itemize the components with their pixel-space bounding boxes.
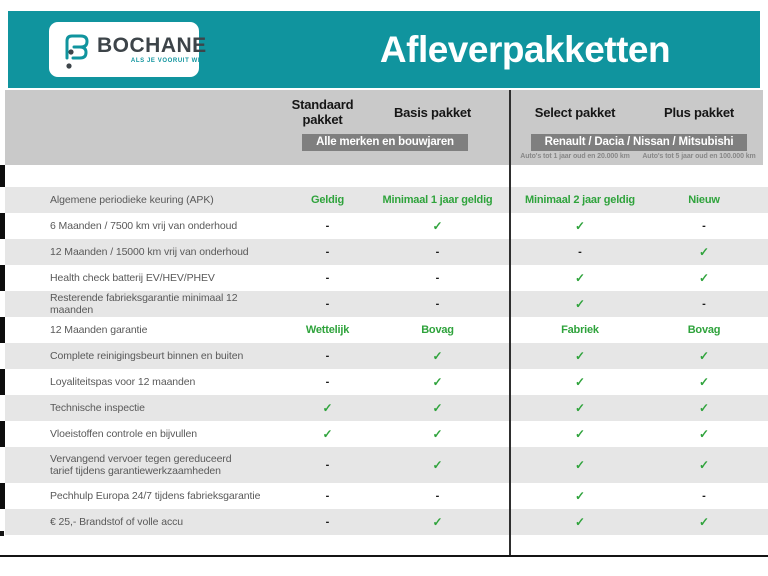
table-row xyxy=(0,369,768,395)
value-basis: Minimaal 1 jaar geldig xyxy=(382,193,493,206)
value-standaard: - xyxy=(325,245,330,258)
badge-row xyxy=(5,132,763,149)
value-plus: - xyxy=(702,489,706,502)
table-row xyxy=(0,395,768,421)
feature-label: Technische inspectie xyxy=(50,402,145,414)
value-plus: ✓ xyxy=(698,514,710,529)
value-standaard: - xyxy=(325,458,330,471)
value-select: ✓ xyxy=(574,457,586,472)
table-row xyxy=(0,239,768,265)
value-standaard: - xyxy=(325,515,330,528)
logo-tagline: ALS JE VOORUIT WIL. xyxy=(130,58,207,64)
value-select: ✓ xyxy=(574,348,586,363)
value-plus: ✓ xyxy=(698,270,710,285)
table-row xyxy=(0,509,768,535)
feature-label: € 25,- Brandstof of volle accu xyxy=(50,516,183,528)
bochane-b-icon xyxy=(59,28,93,72)
value-basis: ✓ xyxy=(432,400,443,415)
column-header-basis: Basis pakket xyxy=(393,104,472,120)
value-select: - xyxy=(578,245,582,258)
sublabel-row xyxy=(5,151,763,162)
page-header xyxy=(8,11,760,88)
value-plus: Nieuw xyxy=(688,193,720,206)
sublabel-select: Auto's tot 1 jaar oud en 20.000 km xyxy=(520,153,630,160)
value-standaard: Geldig xyxy=(310,193,345,206)
feature-label: Health check batterij EV/HEV/PHEV xyxy=(50,272,215,284)
table-header-band xyxy=(5,90,763,165)
value-basis: ✓ xyxy=(432,218,443,233)
value-basis: ✓ xyxy=(432,514,443,529)
table-row xyxy=(0,187,768,213)
value-standaard: ✓ xyxy=(322,426,333,441)
value-plus: ✓ xyxy=(698,244,710,259)
column-divider xyxy=(509,90,511,556)
value-plus: Bovag xyxy=(687,323,721,336)
feature-label: Pechhulp Europa 24/7 tijdens fabrieksgarantie xyxy=(50,490,261,502)
value-select: Minimaal 2 jaar geldig xyxy=(525,193,635,206)
pakket-header-row xyxy=(5,97,763,127)
value-standaard: - xyxy=(325,349,330,362)
value-select: ✓ xyxy=(574,296,586,311)
badge-alle-merken: Alle merken en bouwjaren xyxy=(302,134,468,151)
value-select: ✓ xyxy=(574,426,586,441)
value-plus: - xyxy=(702,219,706,232)
value-plus: ✓ xyxy=(698,374,710,389)
table-row xyxy=(0,343,768,369)
badge-merken-renault: Renault / Dacia / Nissan / Mitsubishi xyxy=(531,134,748,151)
feature-label: Algemene periodieke keuring (APK) xyxy=(50,194,214,206)
value-select: ✓ xyxy=(574,514,586,529)
table-row xyxy=(0,317,768,343)
value-standaard: - xyxy=(325,219,330,232)
value-standaard: - xyxy=(325,375,330,388)
column-header-select: Select pakket xyxy=(534,104,616,120)
value-standaard: - xyxy=(325,271,330,284)
spacer-row xyxy=(0,165,768,187)
table-row xyxy=(0,265,768,291)
value-plus: - xyxy=(702,297,706,310)
value-standaard: - xyxy=(325,489,330,502)
feature-label: 12 Maanden garantie xyxy=(50,324,148,336)
feature-label: Complete reinigingsbeurt binnen en buiten xyxy=(50,350,244,362)
value-select: ✓ xyxy=(574,270,586,285)
feature-label: Vervangend vervoer tegen gereduceerd tarief tijdens garantiewerkzaamheden xyxy=(50,453,232,477)
table-row xyxy=(0,421,768,447)
logo-name: BOCHANE xyxy=(97,34,207,57)
value-select: ✓ xyxy=(574,374,586,389)
sublabel-plus: Auto's tot 5 jaar oud en 100.000 km xyxy=(642,153,756,160)
value-basis: ✓ xyxy=(432,348,443,363)
column-header-standaard: Standaard pakket xyxy=(291,97,354,127)
page-title: Afleverpakketten xyxy=(379,28,671,70)
bochane-logo xyxy=(49,22,207,77)
value-basis: - xyxy=(435,271,440,284)
table-row xyxy=(0,213,768,239)
feature-label: 12 Maanden / 15000 km vrij van onderhoud xyxy=(50,246,249,258)
feature-label: 6 Maanden / 7500 km vrij van onderhoud xyxy=(50,220,238,232)
table-bottom-border xyxy=(0,555,768,557)
value-standaard: ✓ xyxy=(322,400,333,415)
value-plus: ✓ xyxy=(698,426,710,441)
value-standaard: Wettelijk xyxy=(305,323,350,336)
value-basis: - xyxy=(435,297,440,310)
value-standaard: - xyxy=(325,297,330,310)
value-basis: ✓ xyxy=(432,374,443,389)
feature-label: Loyaliteitspas voor 12 maanden xyxy=(50,376,196,388)
value-basis: Bovag xyxy=(421,323,454,336)
table-row xyxy=(0,447,768,483)
feature-label: Vloeistoffen controle en bijvullen xyxy=(50,428,198,440)
value-basis: ✓ xyxy=(432,457,443,472)
feature-label: Resterende fabrieksgarantie minimaal 12 maanden xyxy=(50,292,238,316)
feature-rows xyxy=(0,165,768,535)
value-basis: - xyxy=(435,245,440,258)
value-select: Fabriek xyxy=(561,323,599,336)
table-row xyxy=(0,291,768,317)
value-plus: ✓ xyxy=(698,457,710,472)
value-basis: - xyxy=(435,489,440,502)
table-row xyxy=(0,483,768,509)
value-select: ✓ xyxy=(574,218,586,233)
value-plus: ✓ xyxy=(698,400,710,415)
column-header-plus: Plus pakket xyxy=(663,104,735,120)
value-select: ✓ xyxy=(574,400,586,415)
value-select: ✓ xyxy=(574,488,586,503)
value-basis: ✓ xyxy=(432,426,443,441)
left-edge-mark xyxy=(0,531,4,536)
value-plus: ✓ xyxy=(698,348,710,363)
